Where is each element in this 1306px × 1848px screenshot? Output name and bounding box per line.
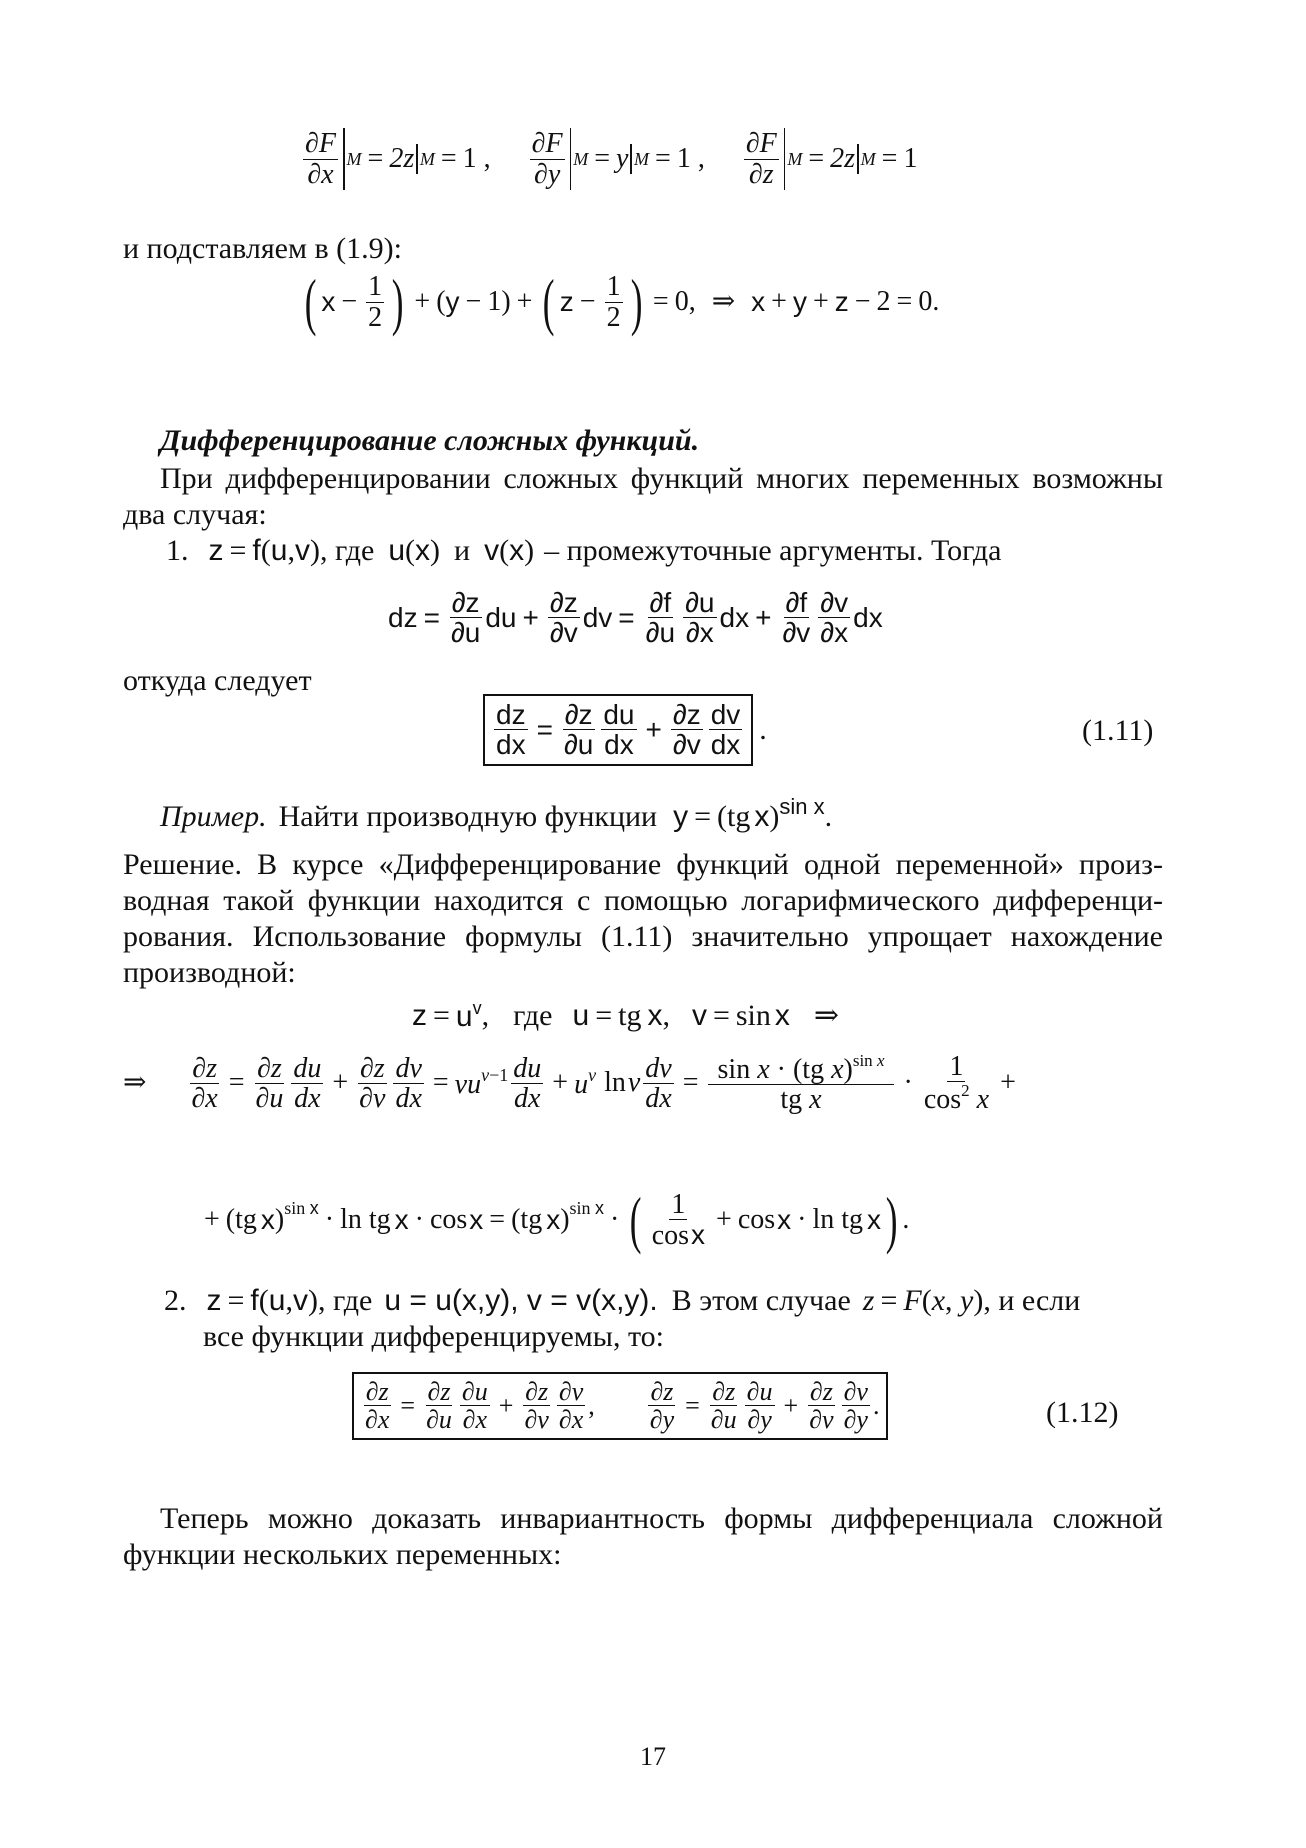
formula-1-11-box: $\frac{dz}{dx}$ = $\frac{\partial z}{\partial u}$ $\frac{du}{dx}$ + $\frac{\partial z}{\partial v}$ $\frac{dv}{dx}$ — [483, 694, 753, 766]
case-1-where: , где — [319, 534, 375, 567]
case-2-mid: В этом случае — [671, 1284, 851, 1317]
example-label: Пример. — [160, 800, 267, 833]
solution-line: водная такой функции находится с помощью логарифмического дифференци- — [123, 884, 1163, 917]
partial-derivatives-at-m: $\frac{\partial F}{\partial x}$ M = 2z M = 1 , $\frac{\partial F}{\partial y}$ M = y M = 1 , $\frac{\partial F}{\partial z}$ M = 2z M = 1 — [305, 128, 918, 190]
case-2-line-2: все функции дифференцируемы, то: — [203, 1320, 665, 1353]
case-1-and: и — [454, 534, 471, 567]
case-2-line: 2. z = f ( u , v ) , где u = u(x,y), v = v(x,y). В этом случае z = F ( x , y ) , и если — [164, 1284, 1081, 1317]
final-paragraph-line: Теперь можно доказать инвариантность формы дифференциала сложной — [160, 1502, 1163, 1535]
tangent-plane-equation: ( x − $\frac{1}{2}$ ) + ( y − 1) + ( z − $\frac{1}{2}$ ) = 0, ⇒ x + y + z − 2 = 0. — [304, 266, 940, 337]
section-heading: Дифференцирование сложных функций. — [160, 424, 700, 457]
follows-text: откуда следует — [123, 664, 312, 697]
substitution-line: z = $u^v$ , где u = tg x , v = sin x ⇒ — [412, 998, 840, 1033]
equation-number-1-11: (1.11) — [1082, 714, 1154, 747]
solution-line: рования. Использование формулы (1.11) значительно упрощает нахождение — [123, 920, 1163, 953]
case-1-line: 1. z = f ( u , v ) , где u ( x ) и v ( x ) – промежуточные аргументы. Тогда — [166, 534, 1002, 567]
derivative-expansion-line-2: + (tg x ) sin x · ln tg x · cos x = (tg x ) sin x · ( $\frac{1}{\cos x}$ + cos x · ln tg x ) . — [204, 1184, 910, 1255]
total-differential-equation: dz = $\frac{\partial z}{\partial u}$ du + $\frac{\partial z}{\partial v}$ dv = $\frac{\partial f}{\partial u}$ $\frac{\partial u}{\partial x}$ dx + $\frac{\partial f}{\partial v}$ $\frac{\partial v}{\partial x}$ dx — [388, 587, 883, 649]
paragraph-line: При дифференцировании сложных функций многих переменных возможны — [160, 462, 1163, 495]
example-line: Пример. Найти производную функции y = (tg x ) sin x . — [160, 794, 833, 833]
derivative-expansion-line-1: ⇒ $\frac{\partial z}{\partial x}$ = $\frac{\partial z}{\partial u}$ $\frac{du}{dx}$ + $\frac{\partial z}{\partial v}$ $\frac{dv}{dx}$ = $vu^{v-1}$ $\frac{du}{dx}$ + $u^v$ ln v $\frac{dv}{dx}$ = $\frac{\sin x \cdot (tg x)^{sin x}}{\text{tg x}}$ · $\frac{1}{\cos^2 x}$ + — [123, 1051, 1016, 1116]
solution-line: Решение. В курсе «Дифференцирование функций одной переменной» произ- — [123, 848, 1163, 881]
formula-1-12-box: $\frac{\partial z}{\partial x}$ = $\frac{\partial z}{\partial u}$ $\frac{\partial u}{\partial x}$ + $\frac{\partial z}{\partial v}$ $\frac{\partial v}{\partial x}$ , $\frac{\partial z}{\partial y}$ = $\frac{\partial z}{\partial u}$ $\frac{\partial u}{\partial y}$ + $\frac{\partial z}{\partial v}$ $\frac{\partial v}{\partial y}$ . — [352, 1372, 888, 1440]
case-1-rest: – промежуточные аргументы. Тогда — [544, 534, 1002, 567]
equation-number-1-12: (1.12) — [1046, 1396, 1119, 1429]
paragraph-line: два случая: — [123, 498, 267, 531]
case-2-where: , где — [317, 1284, 373, 1317]
example-text: Найти производную функции — [278, 800, 658, 833]
case-2-if: , и если — [983, 1284, 1081, 1317]
final-paragraph-line: функции нескольких переменных: — [123, 1538, 562, 1571]
page-number: 17 — [640, 1742, 666, 1771]
case-1-number: 1. — [166, 534, 189, 567]
case-2-number: 2. — [164, 1284, 187, 1317]
substitute-intro: и подставляем в (1.9): — [123, 232, 402, 265]
formula-1-11: $\frac{dz}{dx}$ = $\frac{\partial z}{\partial u}$ $\frac{du}{dx}$ + $\frac{\partial z}{\partial v}$ $\frac{dv}{dx}$ . — [483, 694, 767, 766]
solution-line: производной: — [123, 956, 296, 989]
where-label: где — [513, 999, 553, 1032]
